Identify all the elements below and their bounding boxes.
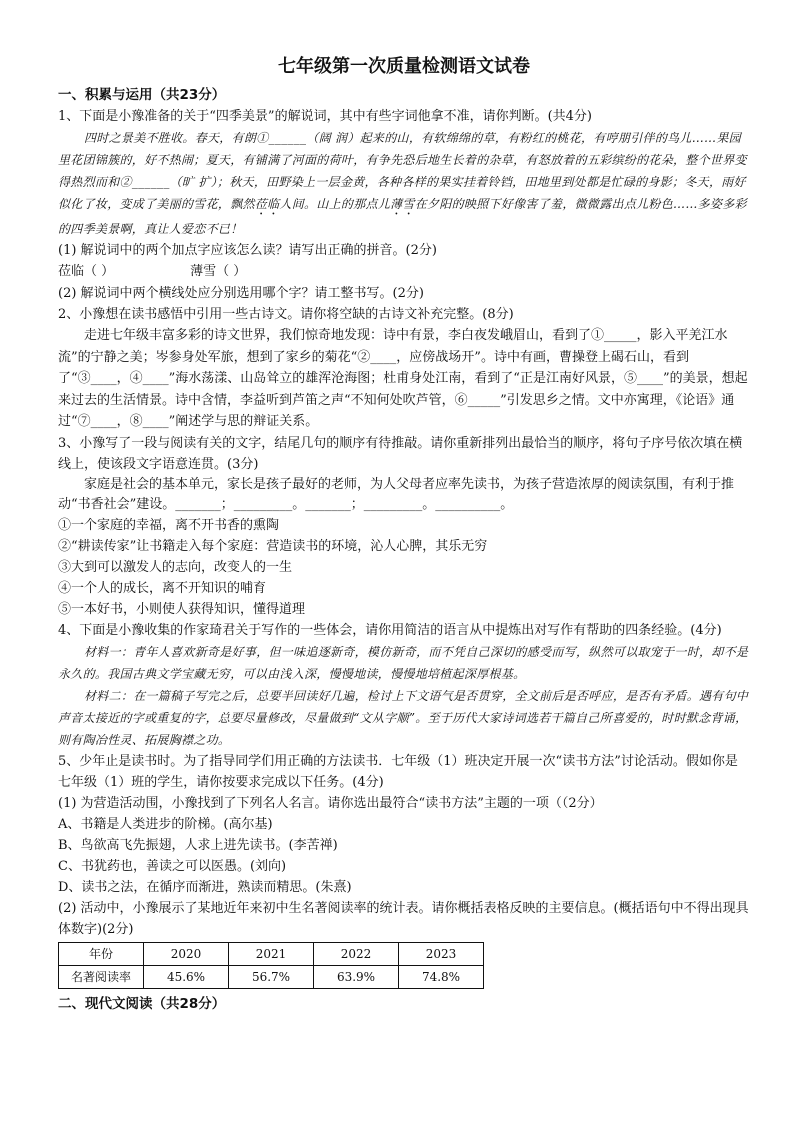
question-2-stem: 2、小豫想在读书感悟中引用一些古诗文。请你将空缺的古诗文补充完整。(8分) bbox=[58, 307, 514, 322]
sentence-option: ⑤一本好书，小则使人获得知识，懂得道理 bbox=[58, 601, 306, 617]
pinyin-blank-2[interactable]: 薄雪（ ） bbox=[190, 264, 247, 279]
choice-option-a: A、书籍是人类进步的阶梯。(高尔基) bbox=[58, 816, 273, 832]
question-1-sub-2: (2) 解说词中两个横线处应分别选用哪个字？请工整书写。(2分) bbox=[58, 286, 424, 301]
reading-rate-table bbox=[58, 942, 484, 989]
passage-text: 家庭是社会的基本单元，家长是孩子最好的老师，为人父母者应率先读书，为孩子营造浓厚的阅读氛围，有利于推动“书香社会”建设。 bbox=[58, 476, 735, 512]
choice-option-b: B、鸟欲高飞先振翅，人求上进先读书。(李苦禅) bbox=[58, 837, 338, 853]
material-2: 材料二：在一篇稿子写完之后，总要半回读好几遍，检讨上下文语气是否贯穿，全文前后是否呼应，是否有矛盾。遇有句中声音太接近的字或重复的字，总要尽量修改，尽量做到“文从字顺”。至于历代大家诗词选若干篇自己所喜爱的，时时默念背诵，则有陶冶性灵、拓展胸襟之功。 bbox=[58, 688, 749, 747]
page-title: 七年级第一次质量检测语文试卷 bbox=[278, 56, 530, 77]
sentence-option: ②“耕读传家”让书籍走入每个家庭：营造读书的环境，沁人心脾，其乐无穷 bbox=[58, 538, 488, 554]
passage-text: 人间。山上的那点儿 bbox=[279, 197, 391, 211]
sentence-option: ③大到可以激发人的志向，改变人的一生 bbox=[58, 559, 293, 575]
passage-text: ______（阔 润）起来的山，有软绵绵的草，有粉红的桃花，有哼朋引伴的鸟儿……果园里花团锦簇的，好不热闹；夏天，有铺满了河面的荷叶，有争先恐后地生长着的杂草，有怒放着的五彩缤纷的花朵，整个世界变得热烈而和 bbox=[58, 131, 747, 189]
question-1-sub-1: (1) 解说词中的两个加点字应该怎么读？请写出正确的拼音。(2分) bbox=[58, 243, 437, 258]
table-header-cell: 2023 bbox=[399, 942, 484, 965]
table-cell: 63.9% bbox=[314, 965, 399, 988]
question-4-stem: 4、下面是小豫收集的作家琦君关于写作的一些体会，请你用简洁的语言从中提炼出对写作有帮助的四条经验。(4分) bbox=[58, 622, 722, 638]
dotted-word-2: 薄雪 bbox=[390, 197, 415, 211]
question-3-passage bbox=[58, 475, 750, 515]
circle-number-1: ① bbox=[256, 131, 269, 145]
pinyin-answer-row bbox=[58, 261, 750, 283]
question-2-passage: 走进七年级丰富多彩的诗文世界，我们惊奇地发现：诗中有景，李白夜发峨眉山，看到了①_____，影入平羌江水流”的宁静之美；岑参身处军旅，想到了家乡的菊花“②____，应傍战场开”。诗中有画，曹操登上碣石山，看到了“③____，④____”海水荡漾、山岛耸立的雄浑沧海图；杜甫身处江南，看到了“正是江南好风景，⑤____”的美景，想起来过去的生活情景。诗中含情，李益听到芦笛之声“不知何处吹芦管，⑥_____”引发思乡之情。文中亦寓理，《论语》通过“⑦____，⑧____”阐述学与思的辩证关系。 bbox=[58, 328, 748, 429]
dotted-word-1: 莅临 bbox=[254, 197, 280, 211]
passage-text: 在夕阳的映照下好像害了羞，微微露出点儿粉色……多姿多彩的四季美景啊，真让人爱恋不已！ bbox=[58, 197, 747, 236]
table-cell: 74.8% bbox=[399, 965, 484, 988]
table-row bbox=[59, 965, 484, 988]
table-row-label: 名著阅读率 bbox=[59, 965, 144, 988]
circle-number-2: ② bbox=[119, 175, 132, 189]
sentence-option: ①一个家庭的幸福，离不开书香的熏陶 bbox=[58, 517, 280, 533]
table-header-cell: 年份 bbox=[59, 942, 144, 965]
material-1: 材料一：青年人喜欢新奇是好事，但一味追逐新奇，模仿新奇，而不凭自己深切的感受而写，纵然可以取宠于一时，却不是永久的。我国古典文学宝藏无穷，可以由浅入深，慢慢地读，慢慢地培植起深厚根基。 bbox=[58, 644, 749, 681]
pinyin-blank-1[interactable]: 莅临（ ） bbox=[58, 264, 115, 279]
table-header-cell: 2020 bbox=[144, 942, 229, 965]
sentence-option: ④一个人的成长，离不开知识的哺育 bbox=[58, 580, 267, 596]
choice-option-c: C、书犹药也，善读之可以医愚。(刘向) bbox=[58, 858, 287, 874]
question-5-sub-1: (1) 为营造活动围，小豫找到了下列名人名言。请你选出最符合“读书方法”主题的一项（（2分） bbox=[58, 795, 603, 811]
question-5-stem: 5、少年止是读书时。为了指导同学们用正确的方法读书．七年级（1）班决定开展一次“读书方法”讨论活动。假如你是七年级（1）班的学生，请你按要求完成以下任务。(4分) bbox=[58, 753, 738, 790]
table-cell: 56.7% bbox=[229, 965, 314, 988]
section-heading-2: 二、现代文阅读（共28分） bbox=[58, 995, 226, 1012]
table-header-cell: 2021 bbox=[229, 942, 314, 965]
table-header-cell: 2022 bbox=[314, 942, 399, 965]
answer-blanks[interactable]: _______；_________。_______；_________。__________。 bbox=[175, 496, 514, 512]
table-row bbox=[59, 942, 484, 965]
choice-option-d: D、读书之法，在循序而渐进，熟读而精思。(朱熹) bbox=[58, 879, 352, 895]
passage-text: 四时之景美不胜收。春天，有朗 bbox=[84, 131, 257, 145]
section-heading-1: 一、积累与运用（共23分） bbox=[58, 87, 226, 103]
passage-text: ______（旷 扩）；秋天，田野染上一层金黄，各种各样的果实挂着铃铛，田地里到处都是忙碌的身影；冬天，雨好似化了妆，变成了美丽的雪花，飘然 bbox=[58, 175, 746, 211]
question-3-stem: 3、小豫写了一段与阅读有关的文字，结尾几句的顺序有待推敲。请你重新排列出最恰当的顺序，将句子序号依次填在横线上，使该段文字语意连贯。(3分) bbox=[58, 435, 743, 472]
question-5-sub-2: (2) 活动中，小豫展示了某地近年来初中生名著阅读率的统计表。请你概括表格反映的主要信息。(概括语句中不得出现具体数字)(2分) bbox=[58, 900, 749, 937]
question-1-passage bbox=[58, 127, 750, 240]
question-1-stem: 1、下面是小豫准备的关于“四季美景”的解说词，其中有些字词他拿不准，请你判断。(共4分) bbox=[58, 109, 592, 124]
table-cell: 45.6% bbox=[144, 965, 229, 988]
